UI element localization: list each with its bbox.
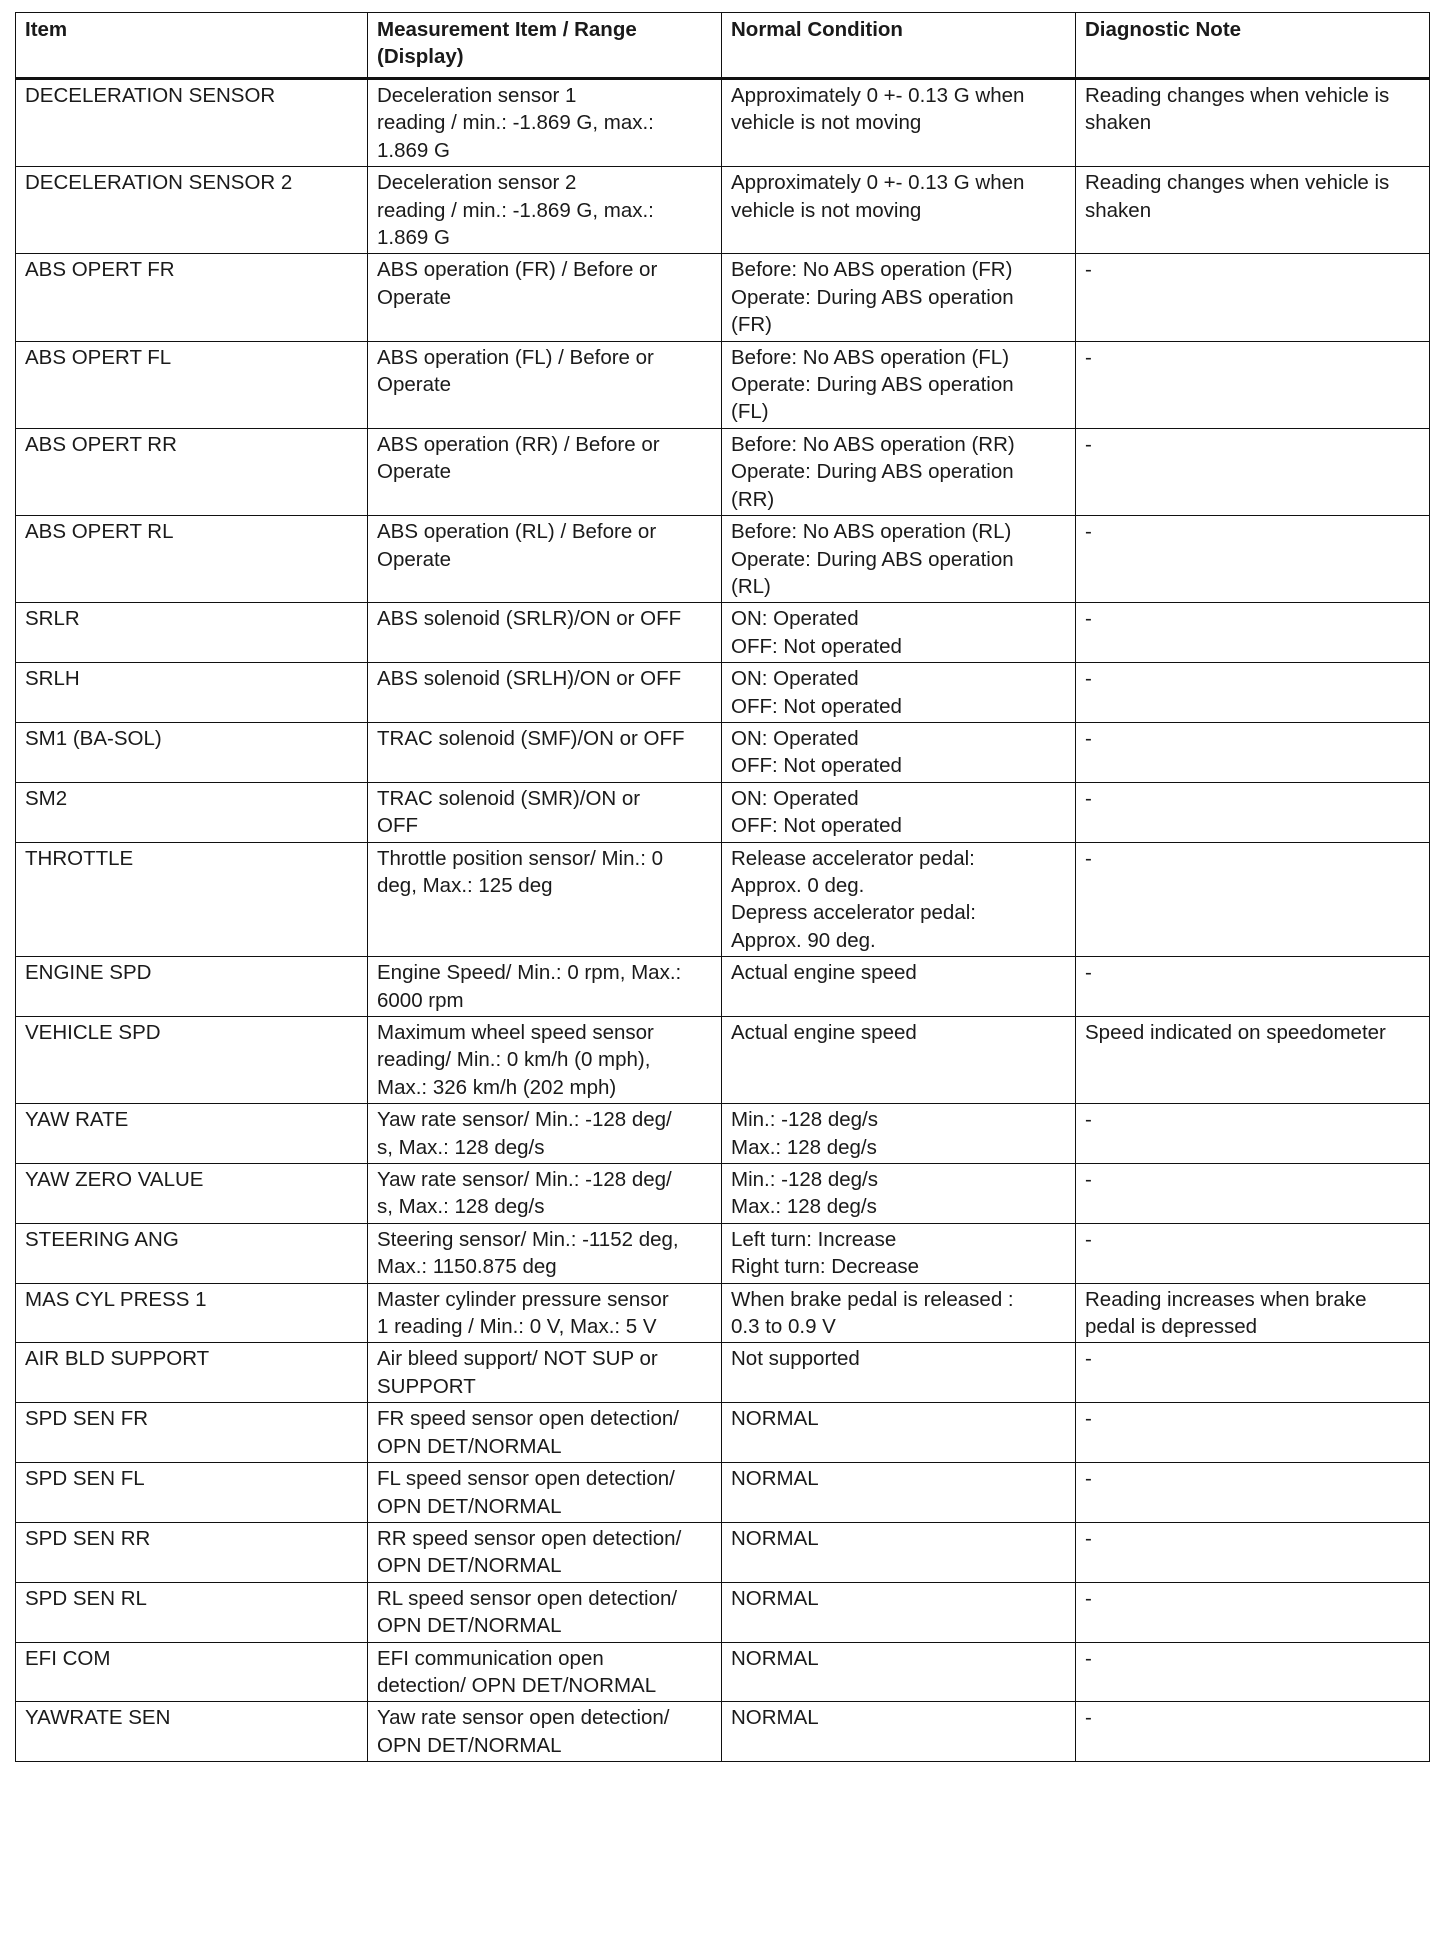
diagnostic-note-cell	[1076, 1463, 1430, 1523]
measurement-cell	[368, 79, 722, 167]
header-row	[16, 13, 1430, 79]
normal-condition-line: Before: No ABS operation (FR)	[731, 258, 1013, 282]
normal-condition-line: OFF: Not operated	[731, 754, 902, 778]
measurement-cell	[368, 1343, 722, 1403]
measurement-line: ABS operation (RR) / Before or	[377, 432, 660, 456]
item-cell	[16, 79, 368, 167]
table-row	[16, 1343, 1430, 1403]
item-cell	[16, 428, 368, 515]
item-cell	[16, 603, 368, 663]
table-row	[16, 1582, 1430, 1642]
diagnostic-note-cell	[1076, 1017, 1430, 1104]
table-row	[16, 341, 1430, 428]
diagnostic-note-cell	[1076, 516, 1430, 603]
item-name: SM1 (BA-SOL)	[25, 726, 162, 750]
measurement-line: reading / min.: -1.869 G, max.:	[377, 198, 654, 222]
normal-condition-line: Min.: -128 deg/s	[731, 1168, 878, 1192]
normal-condition-line: Depress accelerator pedal:	[731, 901, 976, 925]
normal-condition-cell	[722, 1642, 1076, 1702]
table-row	[16, 1403, 1430, 1463]
normal-condition-line: Not supported	[731, 1347, 860, 1371]
measurement-cell	[368, 1702, 722, 1762]
normal-condition-cell	[722, 603, 1076, 663]
measurement-line: deg, Max.: 125 deg	[377, 873, 553, 897]
measurement-line: Operate	[377, 285, 452, 309]
item-cell	[16, 842, 368, 957]
item-name: EFI COM	[25, 1646, 111, 1670]
table-row	[16, 1522, 1430, 1582]
diagnostic-note-line: Speed indicated on speedometer	[1085, 1021, 1386, 1044]
item-name: SRLR	[25, 607, 80, 631]
measurement-line: reading / min.: -1.869 G, max.:	[377, 111, 654, 135]
diagnostic-note-line: Reading changes when vehicle is	[1085, 171, 1390, 195]
normal-condition-line: vehicle is not moving	[731, 111, 922, 135]
measurement-line: Throttle position sensor/ Min.: 0	[377, 846, 663, 870]
diagnostic-note-cell	[1076, 1223, 1430, 1283]
normal-condition-line: NORMAL	[731, 1467, 819, 1491]
table-row	[16, 957, 1430, 1017]
normal-condition-line: Approximately 0 +- 0.13 G when	[731, 171, 1025, 195]
normal-condition-line: (FL)	[731, 400, 769, 424]
diagnostic-note-cell	[1076, 1702, 1430, 1762]
normal-condition-line: Release accelerator pedal:	[731, 846, 975, 870]
measurement-cell	[368, 782, 722, 842]
item-name: SPD SEN FR	[25, 1407, 149, 1431]
normal-condition-line: Operate: During ABS operation	[731, 460, 1014, 484]
item-name: YAW RATE	[25, 1108, 129, 1132]
diagnostic-note-line: -	[1085, 1407, 1092, 1431]
diagnostic-note-cell	[1076, 663, 1430, 723]
normal-condition-cell	[722, 1164, 1076, 1224]
table-row	[16, 842, 1430, 957]
measurement-cell	[368, 603, 722, 663]
measurement-line: 1.869 G	[377, 226, 450, 250]
item-name: SRLH	[25, 667, 80, 691]
measurement-cell	[368, 957, 722, 1017]
measurement-line: Engine Speed/ Min.: 0 rpm, Max.:	[377, 961, 682, 985]
measurement-line: RR speed sensor open detection/	[377, 1526, 682, 1550]
normal-condition-line: ON: Operated	[731, 786, 859, 810]
diagnostic-note-cell	[1076, 1642, 1430, 1702]
measurement-cell	[368, 1017, 722, 1104]
item-cell	[16, 1017, 368, 1104]
item-cell	[16, 1104, 368, 1164]
table-row	[16, 1223, 1430, 1283]
diagnostic-note-cell	[1076, 957, 1430, 1017]
normal-condition-line: Right turn: Decrease	[731, 1255, 920, 1279]
normal-condition-line: ON: Operated	[731, 726, 859, 750]
normal-condition-line: ON: Operated	[731, 667, 859, 691]
diagnostic-note-line: -	[1085, 667, 1092, 691]
measurement-cell	[368, 167, 722, 254]
table-row	[16, 516, 1430, 603]
measurement-cell	[368, 341, 722, 428]
table-row	[16, 1702, 1430, 1762]
table-row	[16, 167, 1430, 254]
measurement-cell	[368, 1283, 722, 1343]
normal-condition-line: (RL)	[731, 574, 771, 598]
normal-condition-line: (FR)	[731, 313, 772, 337]
measurement-cell	[368, 1104, 722, 1164]
measurement-cell	[368, 254, 722, 341]
measurement-line: Air bleed support/ NOT SUP or	[377, 1347, 658, 1371]
normal-condition-cell	[722, 1463, 1076, 1523]
normal-condition-line: OFF: Not operated	[731, 634, 902, 658]
table-row	[16, 1642, 1430, 1702]
measurement-line: Yaw rate sensor/ Min.: -128 deg/	[377, 1168, 672, 1192]
normal-condition-line: ON: Operated	[731, 607, 859, 631]
diagnostic-note-cell	[1076, 79, 1430, 167]
item-cell	[16, 341, 368, 428]
measurement-line: FL speed sensor open detection/	[377, 1467, 675, 1491]
item-name: DECELERATION SENSOR	[25, 84, 276, 107]
normal-condition-line: Max.: 128 deg/s	[731, 1195, 877, 1219]
diagnostic-note-cell	[1076, 1164, 1430, 1224]
diagnostic-note-line: -	[1085, 1168, 1092, 1192]
normal-condition-cell	[722, 842, 1076, 957]
diagnostic-note-line: -	[1085, 1467, 1092, 1491]
item-cell	[16, 1283, 368, 1343]
table-row	[16, 1164, 1430, 1224]
measurement-line: s, Max.: 128 deg/s	[377, 1195, 545, 1219]
diagnostic-note-cell	[1076, 842, 1430, 957]
item-name: ENGINE SPD	[25, 961, 152, 985]
diagnostic-note-cell	[1076, 1403, 1430, 1463]
diagnostic-note-line: -	[1085, 258, 1092, 282]
table-header	[16, 13, 1430, 79]
diagnostic-note-cell	[1076, 341, 1430, 428]
normal-condition-cell	[722, 782, 1076, 842]
normal-condition-cell	[722, 1522, 1076, 1582]
normal-condition-cell	[722, 722, 1076, 782]
diagnostic-note-line: shaken	[1085, 198, 1152, 222]
normal-condition-line: Approx. 90 deg.	[731, 928, 876, 952]
measurement-line: 1.869 G	[377, 138, 450, 162]
item-cell	[16, 1403, 368, 1463]
diagnostic-note-cell	[1076, 603, 1430, 663]
measurement-line: OPN DET/NORMAL	[377, 1434, 562, 1458]
diagnostic-note-line: -	[1085, 961, 1092, 985]
item-cell	[16, 782, 368, 842]
normal-condition-cell	[722, 957, 1076, 1017]
header-item: Item	[16, 13, 368, 79]
normal-condition-line: Operate: During ABS operation	[731, 373, 1014, 397]
item-cell	[16, 957, 368, 1017]
normal-condition-line: NORMAL	[731, 1526, 819, 1550]
diagnostic-note-cell	[1076, 1522, 1430, 1582]
measurement-line: TRAC solenoid (SMR)/ON or	[377, 786, 641, 810]
item-cell	[16, 254, 368, 341]
normal-condition-line: Actual engine speed	[731, 1021, 917, 1044]
normal-condition-cell	[722, 1403, 1076, 1463]
table-body	[16, 79, 1430, 1762]
header-measurement: Measurement Item / Range (Display)	[368, 13, 722, 79]
normal-condition-line: Operate: During ABS operation	[731, 285, 1014, 309]
normal-condition-line: Before: No ABS operation (FL)	[731, 345, 1010, 369]
diagnostic-note-line: -	[1085, 607, 1092, 631]
item-cell	[16, 1522, 368, 1582]
measurement-line: Deceleration sensor 2	[377, 171, 577, 195]
data-list-sheet	[15, 12, 1429, 1762]
measurement-line: Steering sensor/ Min.: -1152 deg,	[377, 1227, 679, 1251]
diagnostic-note-cell	[1076, 1343, 1430, 1403]
measurement-line: Operate	[377, 373, 452, 397]
normal-condition-cell	[722, 1702, 1076, 1762]
diagnostic-note-cell	[1076, 254, 1430, 341]
data-list-table	[15, 12, 1430, 1762]
item-name: MAS CYL PRESS 1	[25, 1287, 207, 1311]
table-row	[16, 428, 1430, 515]
item-name: ABS OPERT FR	[25, 258, 175, 282]
measurement-line: OPN DET/NORMAL	[377, 1494, 562, 1518]
measurement-line: ABS solenoid (SRLR)/ON or OFF	[377, 607, 682, 631]
item-cell	[16, 1702, 368, 1762]
normal-condition-line: Approximately 0 +- 0.13 G when	[731, 84, 1025, 107]
diagnostic-note-line: -	[1085, 786, 1092, 810]
measurement-line: OPN DET/NORMAL	[377, 1733, 562, 1757]
diagnostic-note-line: -	[1085, 1706, 1092, 1730]
measurement-cell	[368, 1522, 722, 1582]
normal-condition-cell	[722, 1582, 1076, 1642]
item-name: VEHICLE SPD	[25, 1021, 161, 1044]
normal-condition-line: NORMAL	[731, 1646, 819, 1670]
measurement-line: Operate	[377, 547, 452, 571]
measurement-line: EFI communication open	[377, 1646, 604, 1670]
measurement-line: detection/ OPN DET/NORMAL	[377, 1673, 657, 1697]
diagnostic-note-line: -	[1085, 520, 1092, 544]
diagnostic-note-line: -	[1085, 345, 1092, 369]
diagnostic-note-cell	[1076, 1283, 1430, 1343]
measurement-line: Maximum wheel speed sensor	[377, 1021, 654, 1044]
table-row	[16, 782, 1430, 842]
measurement-cell	[368, 722, 722, 782]
normal-condition-line: Before: No ABS operation (RL)	[731, 520, 1012, 544]
measurement-cell	[368, 1223, 722, 1283]
normal-condition-line: Approx. 0 deg.	[731, 873, 865, 897]
item-cell	[16, 1642, 368, 1702]
diagnostic-note-line: -	[1085, 1646, 1092, 1670]
table-row	[16, 663, 1430, 723]
diagnostic-note-line: -	[1085, 1526, 1092, 1550]
measurement-cell	[368, 428, 722, 515]
item-name: SPD SEN RL	[25, 1586, 147, 1610]
item-cell	[16, 1223, 368, 1283]
diagnostic-note-line: -	[1085, 1108, 1092, 1132]
table-row	[16, 722, 1430, 782]
normal-condition-line: 0.3 to 0.9 V	[731, 1315, 836, 1339]
normal-condition-cell	[722, 341, 1076, 428]
normal-condition-line: Max.: 128 deg/s	[731, 1135, 877, 1159]
normal-condition-cell	[722, 1017, 1076, 1104]
item-cell	[16, 722, 368, 782]
measurement-line: reading/ Min.: 0 km/h (0 mph),	[377, 1048, 651, 1072]
item-cell	[16, 1343, 368, 1403]
measurement-line: Operate	[377, 460, 452, 484]
measurement-line: ABS operation (FR) / Before or	[377, 258, 658, 282]
measurement-line: Master cylinder pressure sensor	[377, 1287, 669, 1311]
diagnostic-note-cell	[1076, 428, 1430, 515]
item-cell	[16, 1164, 368, 1224]
item-name: THROTTLE	[25, 846, 134, 870]
table-row	[16, 1104, 1430, 1164]
measurement-cell	[368, 663, 722, 723]
measurement-line: Max.: 1150.875 deg	[377, 1255, 557, 1279]
normal-condition-line: When brake pedal is released :	[731, 1287, 1014, 1311]
item-cell	[16, 663, 368, 723]
diagnostic-note-line: -	[1085, 1347, 1092, 1371]
normal-condition-line: Min.: -128 deg/s	[731, 1108, 878, 1132]
measurement-cell	[368, 1403, 722, 1463]
table-row	[16, 1283, 1430, 1343]
measurement-line: RL speed sensor open detection/	[377, 1586, 678, 1610]
item-cell	[16, 1463, 368, 1523]
normal-condition-line: Before: No ABS operation (RR)	[731, 432, 1015, 456]
diagnostic-note-line: shaken	[1085, 111, 1152, 135]
normal-condition-line: NORMAL	[731, 1706, 819, 1730]
item-cell	[16, 167, 368, 254]
item-name: SM2	[25, 786, 68, 810]
diagnostic-note-line: Reading increases when brake	[1085, 1287, 1367, 1311]
measurement-cell	[368, 516, 722, 603]
diagnostic-note-line: -	[1085, 1227, 1092, 1251]
measurement-line: 6000 rpm	[377, 988, 464, 1012]
header-normal-condition: Normal Condition	[722, 13, 1076, 79]
measurement-line: TRAC solenoid (SMF)/ON or OFF	[377, 726, 685, 750]
item-name: AIR BLD SUPPORT	[25, 1347, 210, 1371]
diagnostic-note-line: -	[1085, 432, 1092, 456]
diagnostic-note-cell	[1076, 167, 1430, 254]
table-row	[16, 254, 1430, 341]
normal-condition-cell	[722, 167, 1076, 254]
item-name: STEERING ANG	[25, 1227, 179, 1251]
normal-condition-cell	[722, 663, 1076, 723]
item-name: YAWRATE SEN	[25, 1706, 171, 1730]
item-name: SPD SEN FL	[25, 1467, 145, 1491]
measurement-line: FR speed sensor open detection/	[377, 1407, 679, 1431]
measurement-line: Max.: 326 km/h (202 mph)	[377, 1075, 617, 1099]
normal-condition-line: (RR)	[731, 487, 775, 511]
normal-condition-cell	[722, 428, 1076, 515]
diagnostic-note-cell	[1076, 782, 1430, 842]
measurement-line: 1 reading / Min.: 0 V, Max.: 5 V	[377, 1315, 657, 1339]
normal-condition-cell	[722, 1283, 1076, 1343]
normal-condition-line: OFF: Not operated	[731, 814, 902, 838]
item-cell	[16, 1582, 368, 1642]
normal-condition-cell	[722, 516, 1076, 603]
normal-condition-line: vehicle is not moving	[731, 198, 922, 222]
measurement-cell	[368, 1463, 722, 1523]
normal-condition-cell	[722, 254, 1076, 341]
normal-condition-cell	[722, 1223, 1076, 1283]
normal-condition-line: NORMAL	[731, 1586, 819, 1610]
item-name: ABS OPERT FL	[25, 345, 172, 369]
normal-condition-cell	[722, 1343, 1076, 1403]
table-row	[16, 79, 1430, 167]
header-diagnostic-note: Diagnostic Note	[1076, 13, 1430, 79]
measurement-line: ABS operation (FL) / Before or	[377, 345, 654, 369]
measurement-line: Yaw rate sensor open detection/	[377, 1706, 670, 1730]
measurement-line: OPN DET/NORMAL	[377, 1614, 562, 1638]
measurement-cell	[368, 1582, 722, 1642]
measurement-line: SUPPORT	[377, 1374, 476, 1398]
measurement-cell	[368, 1164, 722, 1224]
diagnostic-note-line: pedal is depressed	[1085, 1315, 1258, 1339]
diagnostic-note-line: -	[1085, 726, 1092, 750]
normal-condition-line: Actual engine speed	[731, 961, 917, 985]
item-name: SPD SEN RR	[25, 1526, 151, 1550]
normal-condition-line: OFF: Not operated	[731, 694, 902, 718]
item-name: YAW ZERO VALUE	[25, 1168, 204, 1192]
diagnostic-note-cell	[1076, 722, 1430, 782]
item-name: DECELERATION SENSOR 2	[25, 171, 293, 195]
measurement-line: ABS solenoid (SRLH)/ON or OFF	[377, 667, 682, 691]
diagnostic-note-line: -	[1085, 846, 1092, 870]
normal-condition-cell	[722, 79, 1076, 167]
item-name: ABS OPERT RL	[25, 520, 174, 544]
normal-condition-line: NORMAL	[731, 1407, 819, 1431]
measurement-line: Yaw rate sensor/ Min.: -128 deg/	[377, 1108, 672, 1132]
normal-condition-line: Left turn: Increase	[731, 1227, 897, 1251]
item-name: ABS OPERT RR	[25, 432, 177, 456]
diagnostic-note-line: -	[1085, 1586, 1092, 1610]
diagnostic-note-cell	[1076, 1582, 1430, 1642]
measurement-cell	[368, 842, 722, 957]
measurement-line: ABS operation (RL) / Before or	[377, 520, 657, 544]
normal-condition-line: Operate: During ABS operation	[731, 547, 1014, 571]
diagnostic-note-line: Reading changes when vehicle is	[1085, 84, 1390, 107]
measurement-line: s, Max.: 128 deg/s	[377, 1135, 545, 1159]
table-row	[16, 1017, 1430, 1104]
measurement-line: OPN DET/NORMAL	[377, 1554, 562, 1578]
normal-condition-cell	[722, 1104, 1076, 1164]
measurement-line: Deceleration sensor 1	[377, 84, 577, 107]
item-cell	[16, 516, 368, 603]
measurement-line: OFF	[377, 814, 418, 838]
table-row	[16, 603, 1430, 663]
diagnostic-note-cell	[1076, 1104, 1430, 1164]
measurement-cell	[368, 1642, 722, 1702]
table-row	[16, 1463, 1430, 1523]
